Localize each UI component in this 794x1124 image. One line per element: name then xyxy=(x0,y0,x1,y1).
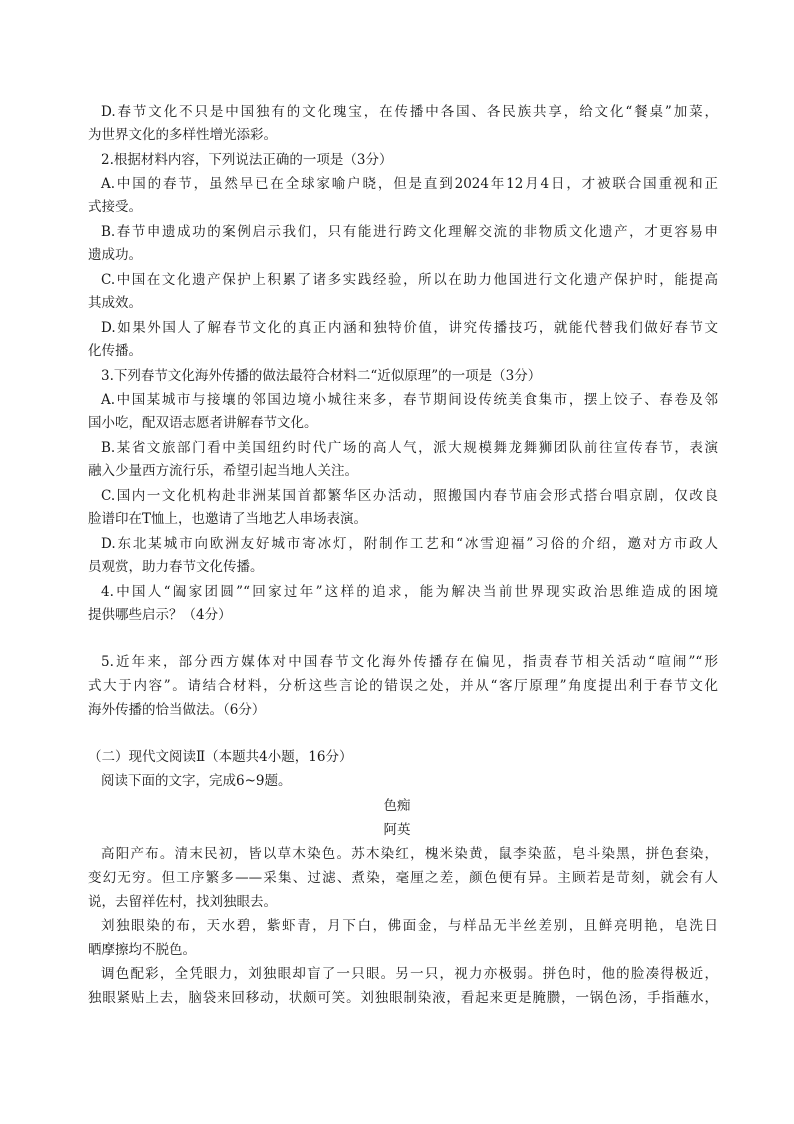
question-4-line-1: 4.中国人“阖家团圆”“回家过年”这样的追求，能为解决当前世界现实政治思维造成的困境 xyxy=(101,584,718,600)
question-3-stem: 3.下列春节文化海外传播的做法最符合材料二“近似原理”的一项是（3分） xyxy=(101,368,542,384)
section-heading: （二）现代文阅读Ⅱ（本题共4小题，16分） xyxy=(88,749,353,765)
option-2-d-line-1: D.如果外国人了解春节文化的真正内涵和独特价值，讲究传播技巧，就能代替我们做好春节文 xyxy=(101,320,718,336)
option-2-c-line-1: C.中国在文化遗产保护上积累了诸多实践经验，所以在助力他国进行文化遗产保护时，能提高 xyxy=(101,272,718,288)
option-2-b-line-1: B.春节申遗成功的案例启示我们，只有能进行跨文化理解交流的非物质文化遗产，才更容易申 xyxy=(101,224,718,240)
question-2-stem: 2.根据材料内容，下列说法正确的一项是（3分） xyxy=(101,152,393,168)
passage-paragraph-3-line-2: 独眼紧贴上去，脑袋来回移动，状颇可笑。刘独眼制染液，看起来更是腌臜，一锅色汤，手指蘸水， xyxy=(88,990,718,1006)
question-5-line-3: 海外传播的恰当做法。（6分） xyxy=(88,702,266,718)
question-5-line-2: 式大于内容”。请结合材料，分析这些言论的错误之处，并从“客厅原理”角度提出利于春节文化 xyxy=(88,678,718,694)
option-1-d-line-2: 为世界文化的多样性增光添彩。 xyxy=(88,127,277,143)
option-3-c-line-1: C.国内一文化机构赴非洲某国首都繁华区办活动，照搬国内春节庙会形式搭台唱京剧，仅改良 xyxy=(101,488,718,504)
reading-instruction: 阅读下面的文字，完成6~9题。 xyxy=(101,773,292,789)
option-3-d-line-1: D.东北某城市向欧洲友好城市寄冰灯，附制作工艺和“冰雪迎福”习俗的介绍，邀对方市政人 xyxy=(101,536,718,552)
option-2-a-line-2: 式接受。 xyxy=(88,199,142,215)
passage-paragraph-2-line-1: 刘独眼染的布，天水碧，紫虾青，月下白，佛面金，与样品无半丝差别，且鲜亮明艳，皂洗日 xyxy=(101,918,718,934)
option-2-c-line-2: 其成效。 xyxy=(88,295,142,311)
option-2-d-line-2: 化传播。 xyxy=(88,343,142,359)
option-1-d-line-1: D.春节文化不只是中国独有的文化瑰宝，在传播中各国、各民族共享，给文化“餐桌”加菜， xyxy=(101,104,718,120)
passage-paragraph-1-line-1: 高阳产布。清末民初，皆以草木染色。苏木染红，槐米染黄，鼠李染蓝，皂斗染黑，拼色套染， xyxy=(101,846,718,862)
passage-paragraph-3-line-1: 调色配彩，全凭眼力，刘独眼却盲了一只眼。另一只，视力亦极弱。拼色时，他的脸凑得极近， xyxy=(101,966,718,982)
option-2-a-line-1: A.中国的春节，虽然早已在全球家喻户晓，但是直到2024年12月4日，才被联合国重视和正 xyxy=(101,176,718,192)
passage-paragraph-1-line-2: 变幻无穷。但工序繁多——采集、过滤、煮染，毫厘之差，颜色便有异。主顾若是苛刻，就会有人 xyxy=(88,870,718,886)
option-2-b-line-2: 遗成功。 xyxy=(88,247,142,263)
passage-title: 色痴 xyxy=(383,798,411,814)
passage-author: 阿英 xyxy=(383,822,411,838)
option-3-b-line-1: B.某省文旅部门看中美国纽约时代广场的高人气，派大规模舞龙舞狮团队前往宣传春节，表演 xyxy=(101,440,718,456)
passage-paragraph-2-line-2: 晒摩擦均不脱色。 xyxy=(88,942,196,958)
question-4-line-2: 提供哪些启示？（4分） xyxy=(88,607,232,623)
option-3-b-line-2: 融入少量西方流行乐，希望引起当地人关注。 xyxy=(88,463,358,479)
option-3-a-line-2: 国小吃，配双语志愿者讲解春节文化。 xyxy=(88,415,318,431)
option-3-d-line-2: 员观赏，助力春节文化传播。 xyxy=(88,559,264,575)
option-3-c-line-2: 脸谱印在T恤上，也邀请了当地艺人串场表演。 xyxy=(88,511,368,527)
passage-paragraph-1-line-3: 说，去留祥佐村，找刘独眼去。 xyxy=(88,894,277,910)
question-5-line-1: 5.近年来，部分西方媒体对中国春节文化海外传播存在偏见，指责春节相关活动“喧闹”“形 xyxy=(101,654,718,670)
option-3-a-line-1: A.中国某城市与接壤的邻国边境小城往来多，春节期间设传统美食集市，摆上饺子、春卷及邻 xyxy=(101,392,718,408)
